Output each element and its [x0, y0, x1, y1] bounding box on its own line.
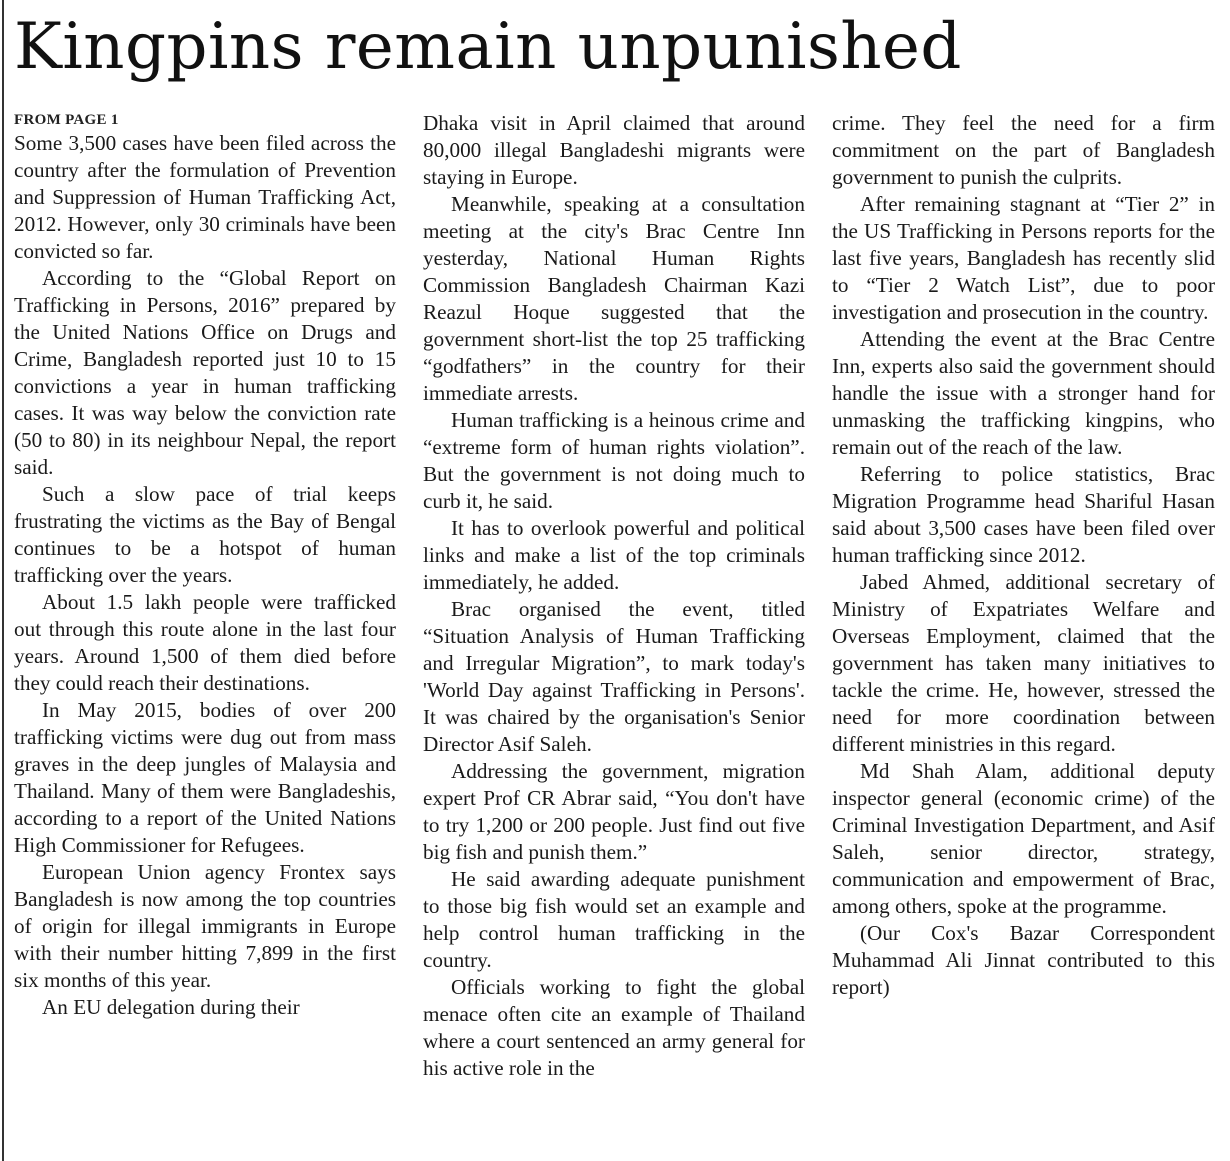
paragraph: About 1.5 lakh people were trafficked out through this route alone in the last four years. Around 1,500 of them died before they could reach their destinations. [14, 590, 396, 695]
paragraph: Such a slow pace of trial keeps frustrating the victims as the Bay of Bengal continues to be a hotspot of human trafficking over the years. [14, 482, 396, 587]
paragraph: Dhaka visit in April claimed that around 80,000 illegal Bangladeshi migrants were staying in Europe. [423, 111, 805, 189]
column-rule [2, 0, 4, 1161]
paragraph: Meanwhile, speaking at a consultation meeting at the city's Brac Centre Inn yesterday, National Human Rights Commission Bangladesh Chairman Kazi Reazul Hoque suggested that the government short-list the top 25 trafficking “godfathers” in the country for their immediate arrests. [423, 192, 805, 405]
article-column-3 [832, 110, 1215, 1161]
paragraph: Referring to police statistics, Brac Migration Programme head Shariful Hasan said about 3,500 cases have been filed over human trafficking since 2012. [832, 462, 1215, 567]
paragraph: Officials working to fight the global menace often cite an example of Thailand where a court sentenced an army general for his active role in the [423, 975, 805, 1080]
paragraph: According to the “Global Report on Trafficking in Persons, 2016” prepared by the United Nations Office on Drugs and Crime, Bangladesh reported just 10 to 15 convictions a year in human trafficking cases. It was way below the conviction rate (50 to 80) in its neighbour Nepal, the report said. [14, 266, 396, 479]
article-column-2 [423, 110, 805, 1161]
paragraph: European Union agency Frontex says Bangladesh is now among the top countries of origin for illegal immigrants in Europe with their number hitting 7,899 in the first six months of this year. [14, 860, 396, 992]
paragraph: He said awarding adequate punishment to those big fish would set an example and help control human trafficking in the country. [423, 867, 805, 972]
paragraph: (Our Cox's Bazar Correspondent Muhammad Ali Jinnat contributed to this report) [832, 921, 1215, 999]
paragraph: An EU delegation during their [42, 995, 300, 1019]
kicker-from-page: FROM PAGE 1 [14, 112, 119, 128]
paragraph: It has to overlook powerful and political links and make a list of the top criminals immediately, he added. [423, 516, 805, 594]
paragraph: Some 3,500 cases have been filed across the country after the formulation of Prevention and Suppression of Human Trafficking Act, 2012. However, only 30 criminals have been convicted so far. [14, 131, 396, 263]
headline: Kingpins remain unpunished [14, 10, 962, 84]
paragraph: Attending the event at the Brac Centre Inn, experts also said the government should handle the issue with a stronger hand for unmasking the trafficking kingpins, who remain out of the reach of the law. [832, 327, 1215, 459]
paragraph: Md Shah Alam, additional deputy inspector general (economic crime) of the Criminal Investigation Department, and Asif Saleh, senior director, strategy, communication and empowerment of Brac, among others, spoke at the programme. [832, 759, 1215, 918]
paragraph: Addressing the government, migration expert Prof CR Abrar said, “You don't have to try 1,200 or 200 people. Just find out five big fish and punish them.” [423, 759, 805, 864]
paragraph: crime. They feel the need for a firm commitment on the part of Bangladesh government to punish the culprits. [832, 111, 1215, 189]
article-column-1 [14, 110, 396, 1161]
paragraph: Human trafficking is a heinous crime and “extreme form of human rights violation”. But the government is not doing much to curb it, he said. [423, 408, 805, 513]
paragraph: After remaining stagnant at “Tier 2” in the US Trafficking in Persons reports for the last five years, Bangladesh has recently slid to “Tier 2 Watch List”, due to poor investigation and prosecution in the country. [832, 192, 1215, 324]
paragraph: Jabed Ahmed, additional secretary of Ministry of Expatriates Welfare and Overseas Employment, claimed that the government has taken many initiatives to tackle the crime. He, however, stressed the need for more coordination between different ministries in this regard. [832, 570, 1215, 756]
paragraph: Brac organised the event, titled “Situation Analysis of Human Trafficking and Irregular Migration”, to mark today's 'World Day against Trafficking in Persons'. It was chaired by the organisation's Senior Director Asif Saleh. [423, 597, 805, 756]
paragraph: In May 2015, bodies of over 200 trafficking victims were dug out from mass graves in the deep jungles of Malaysia and Thailand. Many of them were Bangladeshis, according to a report of the United Nations High Commissioner for Refugees. [14, 698, 396, 857]
